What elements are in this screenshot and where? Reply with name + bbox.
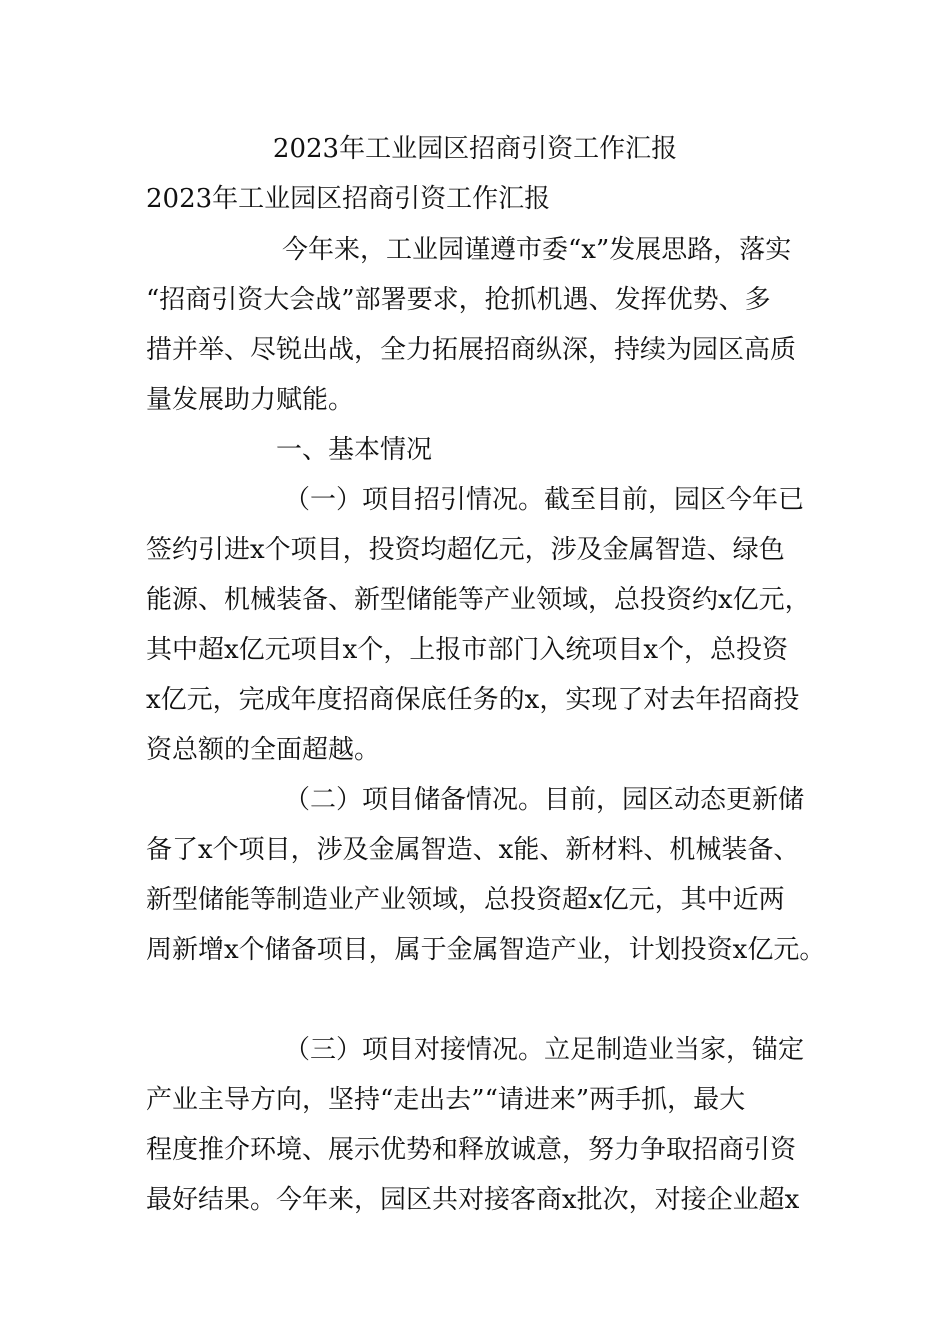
para3-line-1: （三）项目对接情况。立足制造业当家，锚定 [284, 1035, 805, 1065]
document-title: 2023年工业园区招商引资工作汇报 [272, 134, 678, 164]
intro-line-3: 措并举、尽锐出战，全力拓展招商纵深，持续为园区高质 [146, 335, 797, 365]
para3-line-3: 程度推介环境、展示优势和释放诚意，努力争取招商引资 [146, 1135, 797, 1165]
document-subtitle: 2023年工业园区招商引资工作汇报 [146, 184, 551, 214]
para3-line-2: 产业主导方向，坚持“走出去”“请进来”两手抓，最大 [146, 1085, 746, 1115]
para2-line-1: （二）项目储备情况。目前，园区动态更新储 [284, 785, 805, 815]
para3-line-4: 最好结果。今年来，园区共对接客商x批次，对接企业超x [146, 1185, 800, 1215]
para1-line-2: 签约引进x个项目，投资均超亿元，涉及金属智造、绿色 [146, 535, 785, 565]
intro-line-1: 今年来，工业园谨遵市委“x”发展思路，落实 [282, 235, 792, 265]
para1-line-6: 资总额的全面超越。 [146, 735, 381, 765]
para2-line-4: 周新增x个储备项目，属于金属智造产业，计划投资x亿元。 [146, 935, 826, 965]
para1-line-4: 其中超x亿元项目x个，上报市部门入统项目x个，总投资 [146, 635, 788, 665]
para1-line-3: 能源、机械装备、新型储能等产业领域，总投资约x亿元， [146, 585, 811, 615]
section-heading-basic: 一、基本情况 [276, 435, 433, 465]
para2-line-2: 备了x个项目，涉及金属智造、x能、新材料、机械装备、 [146, 835, 800, 865]
para1-line-1: （一）项目招引情况。截至目前，园区今年已 [284, 485, 805, 515]
intro-line-4: 量发展助力赋能。 [146, 385, 355, 415]
para1-line-5: x亿元，完成年度招商保底任务的x，实现了对去年招商投 [146, 685, 800, 715]
para2-line-3: 新型储能等制造业产业领域，总投资超x亿元，其中近两 [146, 885, 785, 915]
intro-line-2: “招商引资大会战”部署要求，抢抓机遇、发挥优势、多 [146, 285, 771, 315]
